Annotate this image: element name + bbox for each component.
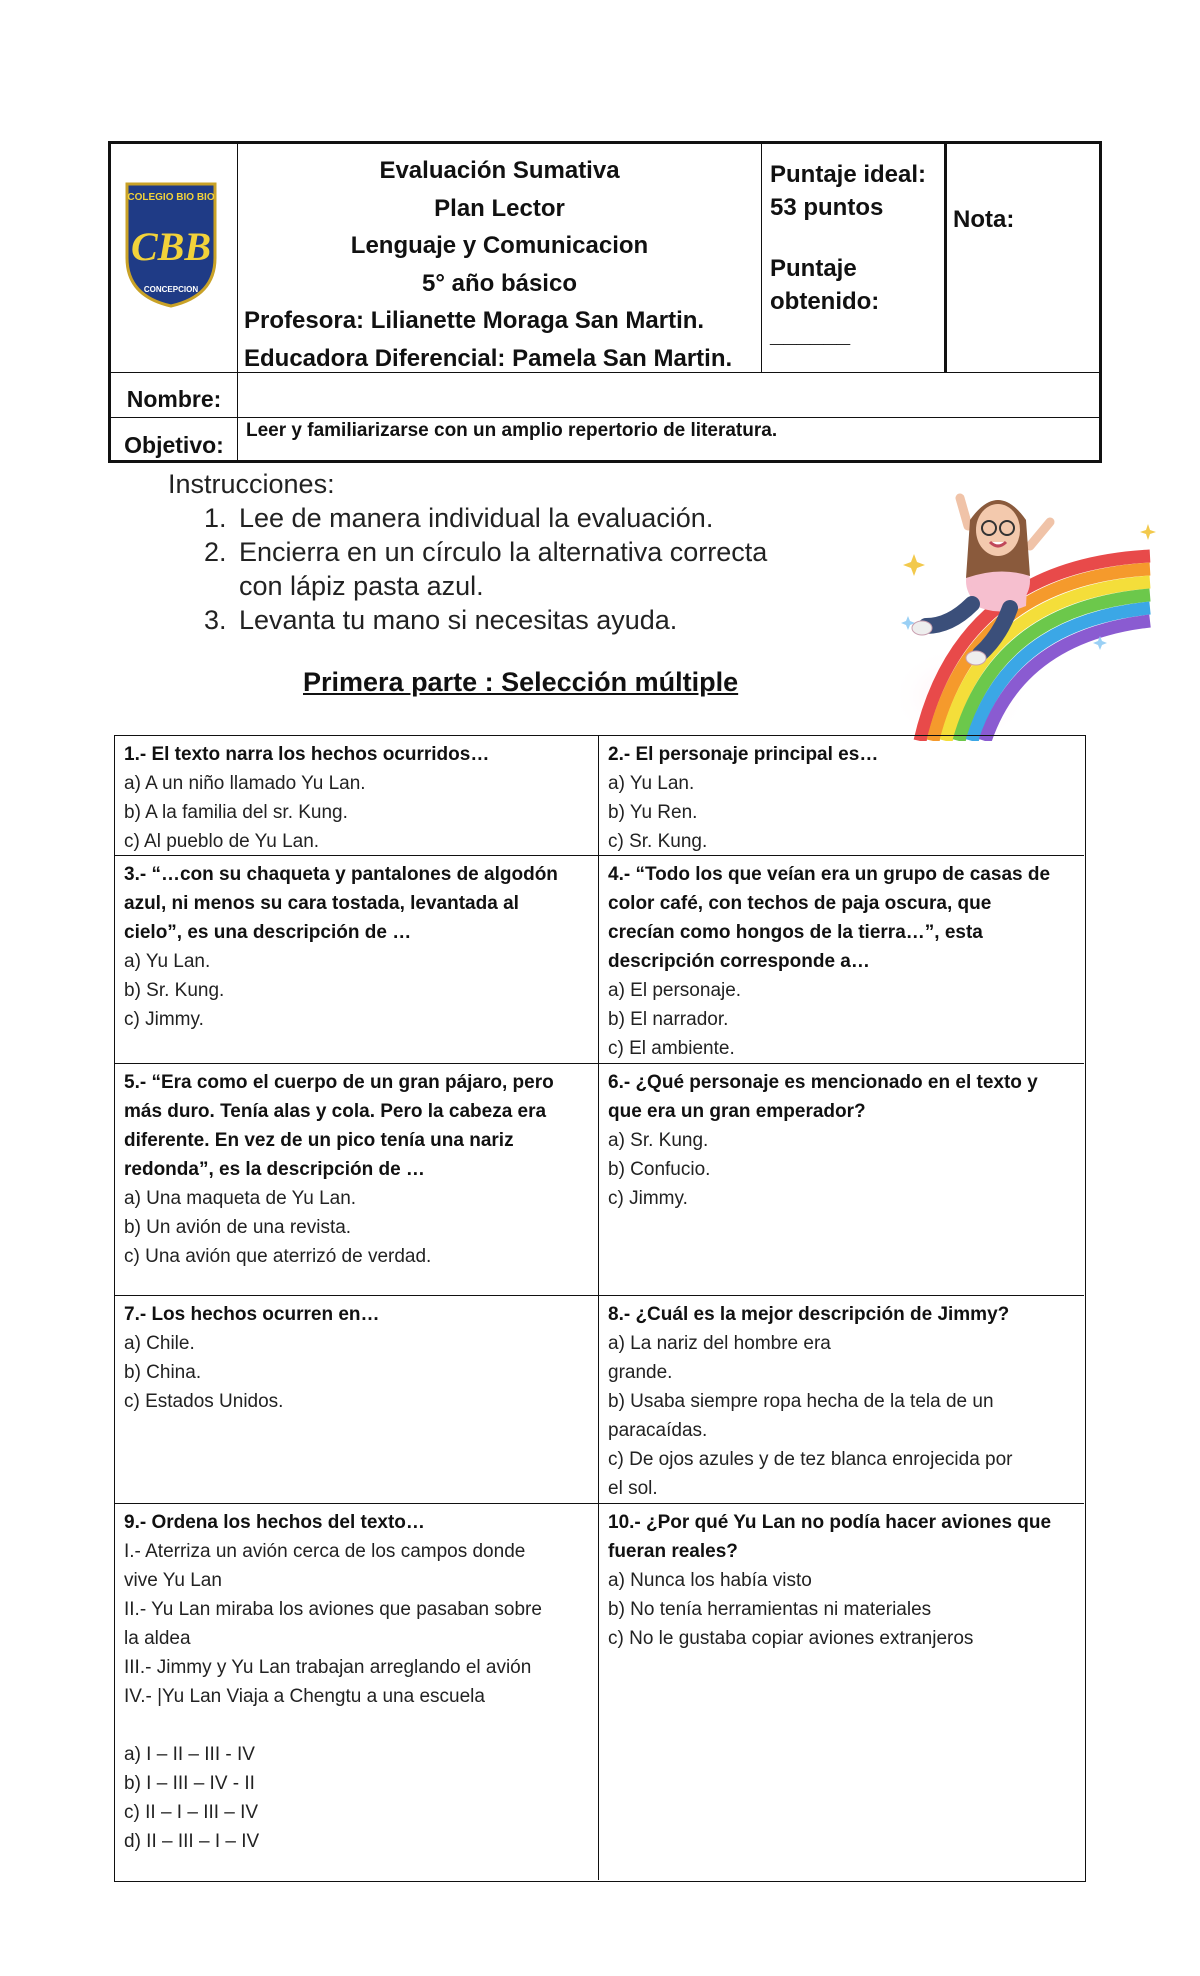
instruction-item (168, 603, 767, 637)
answer-option[interactable]: b) No tenía herramientas ni materiales (608, 1599, 932, 1620)
answer-option[interactable]: b) Confucio. (608, 1159, 711, 1180)
question-cell-3 (115, 856, 599, 1063)
question-cell-9 (115, 1504, 599, 1880)
instructions (168, 467, 767, 637)
answer-option[interactable]: c) No le gustaba copiar aviones extranjeros (608, 1628, 974, 1649)
question-row (115, 1504, 1084, 1880)
answer-option[interactable]: c) Jimmy. (124, 1009, 204, 1030)
question-row (115, 856, 1084, 1064)
question-text: crecían como hongos de la tierra…”, esta (608, 922, 983, 943)
title-line-4: 5° año básico (422, 269, 577, 297)
answer-option[interactable]: a) Yu Lan. (124, 951, 211, 972)
nota-label: Nota: (953, 206, 1015, 233)
instruction-text: Levanta tu mano si necesitas ayuda. (239, 605, 678, 635)
question-text: 2.- El personaje principal es… (608, 744, 879, 765)
section-title: Primera parte : Selección múltiple (303, 667, 739, 697)
answer-option[interactable]: a) La nariz del hombre era (608, 1333, 831, 1354)
answer-option[interactable]: a) A un niño llamado Yu Lan. (124, 773, 366, 794)
answer-option-continued: grande. (608, 1362, 673, 1383)
instruction-text: Encierra en un círculo la alternativa correcta (239, 537, 768, 567)
puntaje-ideal-value: 53 puntos (770, 194, 884, 221)
question-text: redonda”, es la descripción de … (124, 1159, 425, 1180)
instruction-number: 3. (204, 605, 227, 635)
question-text: azul, ni menos su cara tostada, levantada al (124, 893, 519, 914)
logo-cell (111, 144, 238, 372)
event-item: IV.- |Yu Lan Viaja a Chengtu a una escuela (124, 1686, 485, 1707)
question-text: 6.- ¿Qué personaje es mencionado en el texto y (608, 1072, 1038, 1093)
answer-option[interactable]: b) Un avión de una revista. (124, 1217, 352, 1238)
answer-option[interactable]: d) II – III – I – IV (124, 1831, 260, 1852)
answer-option[interactable]: a) Nunca los había visto (608, 1570, 812, 1591)
answer-option[interactable]: c) Sr. Kung. (608, 831, 708, 852)
question-row (115, 736, 1084, 856)
answer-option[interactable]: c) Jimmy. (608, 1188, 688, 1209)
title-line-2: Plan Lector (434, 194, 565, 222)
question-cell-2 (599, 736, 1084, 855)
answer-option[interactable]: a) Sr. Kung. (608, 1130, 709, 1151)
question-text: 7.- Los hechos ocurren en… (124, 1304, 380, 1325)
question-text: 5.- “Era como el cuerpo de un gran pájaro, pero (124, 1072, 554, 1093)
instruction-text: con lápiz pasta azul. (239, 571, 484, 601)
event-item: III.- Jimmy y Yu Lan trabajan arreglando el avión (124, 1657, 532, 1678)
nota-cell (947, 144, 1102, 372)
answer-option[interactable]: c) II – I – III – IV (124, 1802, 259, 1823)
nombre-label: Nombre: (111, 373, 238, 417)
question-text: 9.- Ordena los hechos del texto… (124, 1512, 425, 1533)
answer-option[interactable]: a) El personaje. (608, 980, 742, 1001)
title-line-3: Lenguaje y Comunicacion (350, 232, 649, 259)
question-text: 10.- ¿Por qué Yu Lan no podía hacer aviones que (608, 1512, 1052, 1533)
answer-option[interactable]: b) China. (124, 1362, 202, 1383)
question-cell-1 (115, 736, 599, 855)
instruction-item (168, 501, 767, 535)
instruction-item (168, 535, 767, 569)
header-table (108, 141, 1102, 463)
title-line-6: Educadora Diferencial: Pamela San Martin. (244, 344, 733, 372)
question-row (115, 1296, 1084, 1504)
answer-option[interactable]: b) A la familia del sr. Kung. (124, 802, 348, 823)
objetivo-label: Objetivo: (111, 418, 238, 463)
question-text: diferente. En vez de un pico tenía una nariz (124, 1130, 514, 1151)
question-text: 3.- “…con su chaqueta y pantalones de algodón (124, 864, 558, 885)
instructions-list (168, 501, 767, 637)
nombre-row (111, 372, 1102, 418)
question-text: 8.- ¿Cuál es la mejor descripción de Jimmy? (608, 1304, 1010, 1325)
question-cell-6 (599, 1064, 1084, 1295)
event-item: II.- Yu Lan miraba los aviones que pasaban sobre (124, 1599, 542, 1620)
instruction-text: Lee de manera individual la evaluación. (239, 503, 714, 533)
questions-table (114, 735, 1086, 1882)
title-cell (238, 144, 762, 372)
logo-monogram: CBB (130, 224, 212, 269)
spacer (124, 1711, 590, 1740)
puntaje-obtenido-label-2: obtenido: (770, 288, 880, 315)
puntaje-obtenido-line: ______ (770, 321, 851, 348)
answer-option-continued: paracaídas. (608, 1420, 708, 1441)
title-line-5: Profesora: Lilianette Moraga San Martin. (244, 307, 705, 334)
answer-option[interactable]: c) Al pueblo de Yu Lan. (124, 831, 320, 852)
question-cell-5 (115, 1064, 599, 1295)
instructions-title: Instrucciones: (168, 469, 335, 499)
answer-option-continued: el sol. (608, 1478, 658, 1499)
question-text: 1.- El texto narra los hechos ocurridos… (124, 744, 490, 765)
answer-option[interactable]: b) I – III – IV - II (124, 1773, 255, 1794)
answer-option[interactable]: b) El narrador. (608, 1009, 729, 1030)
answer-option[interactable]: b) Sr. Kung. (124, 980, 225, 1001)
instruction-item (168, 569, 767, 603)
title-line-1: Evaluación Sumativa (379, 157, 620, 184)
event-item: I.- Aterriza un avión cerca de los campos donde (124, 1541, 526, 1562)
answer-option[interactable]: c) Una avión que aterrizó de verdad. (124, 1246, 432, 1267)
answer-option[interactable]: a) I – II – III - IV (124, 1744, 255, 1765)
event-item-continued: vive Yu Lan (124, 1570, 222, 1591)
question-text: que era un gran emperador? (608, 1101, 866, 1122)
puntaje-obtenido-label-1: Puntaje (770, 255, 857, 282)
question-cell-4 (599, 856, 1084, 1063)
question-text: 4.- “Todo los que veían era un grupo de casas de (608, 864, 1051, 885)
answer-option[interactable]: a) Chile. (124, 1333, 195, 1354)
answer-option[interactable]: b) Yu Ren. (608, 802, 698, 823)
answer-option[interactable]: c) Estados Unidos. (124, 1391, 284, 1412)
answer-option[interactable]: c) De ojos azules y de tez blanca enrojecida por (608, 1449, 1013, 1470)
school-logo (123, 180, 219, 310)
instruction-number: 2. (204, 537, 227, 567)
answer-option[interactable]: a) Yu Lan. (608, 773, 695, 794)
event-item-continued: la aldea (124, 1628, 191, 1649)
objetivo-text: Leer y familiarizarse con un amplio repertorio de literatura. (246, 420, 778, 441)
question-text: más duro. Tenía alas y cola. Pero la cabeza era (124, 1101, 547, 1122)
question-row (115, 1064, 1084, 1296)
score-cell (762, 144, 947, 372)
objetivo-row (111, 418, 1102, 463)
puntaje-ideal-label: Puntaje ideal: (770, 161, 927, 188)
question-text: descripción corresponde a… (608, 951, 870, 972)
question-cell-7 (115, 1296, 599, 1503)
question-cell-10 (599, 1504, 1084, 1880)
question-text: cielo”, es una descripción de … (124, 922, 412, 943)
logo-bottom-text: CONCEPCION (143, 285, 199, 294)
instruction-number: 1. (204, 503, 227, 533)
question-text: fueran reales? (608, 1541, 738, 1562)
avatar-rainbow-illustration (900, 486, 1166, 741)
logo-text: COLEGIO BIO BIO (127, 192, 215, 203)
question-cell-8 (599, 1296, 1084, 1503)
answer-option[interactable]: a) Una maqueta de Yu Lan. (124, 1188, 357, 1209)
answer-option[interactable]: b) Usaba siempre ropa hecha de la tela de un (608, 1391, 994, 1412)
question-text: color café, con techos de paja oscura, que (608, 893, 992, 914)
answer-option[interactable]: c) El ambiente. (608, 1038, 735, 1059)
